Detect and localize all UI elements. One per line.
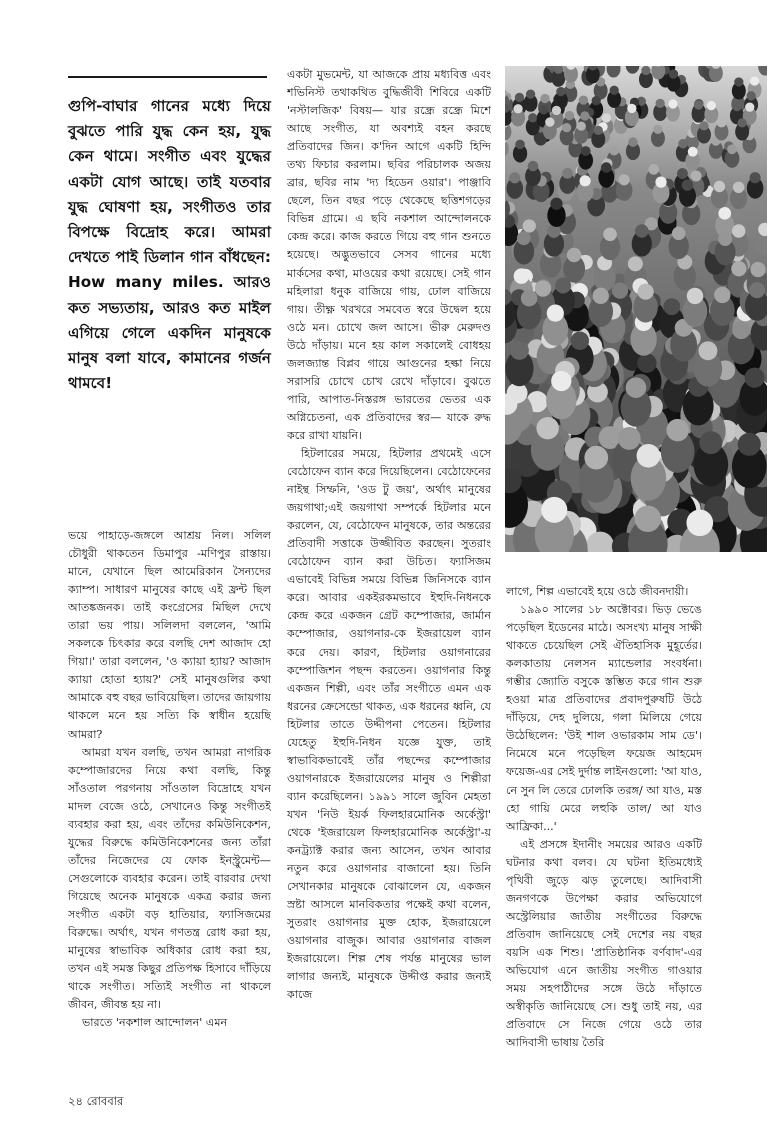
crowd-photo — [505, 66, 767, 552]
paragraph: ভয়ে পাহাড়ে-জঙ্গলে আশ্রয় নিল। সলিল চৌধুরী থাকতেন ডিমাপুর -মণিপুর রাস্তায়। মানে, যেখানে ছিল আমেরিকান সৈন্যদের ক্যাম্প। সাধারণ মানুষের কাছে এই ফ্রন্ট ছিল আতঙ্কজনক। তাই কংগ্রেসের মিছিল দেখে তারা ভয় পায়। সলিলদা বললেন, 'আমি সকলকে চিৎকার করে বলছি দেশ আজাদ হো গিয়া।' তারা বললেন, 'ও ক্যায়া হ্যায়? আজাদ ক্যায়া হোতা হ্যায়?' সেই মানুষগুলির কথা আমাকে বহু বছর ভাবিয়েছিল। তাদের জায়গায় থাকলে মনে হয় সত্যি কি স্বাধীন হয়েছি আমরা? — [68, 529, 271, 741]
paragraph: ১৯৯০ সালের ১৮ অক্টোবর। ভিড় ভেঙে পড়েছিল ইডেনের মাঠে। অসংখ্য মানুষ সাক্ষী থাকতে চেয়েছিল সেই ঐতিহাসিক মুহূর্তের। কলকাতায় নেলসন ম্যান্ডেলার সংবর্ধনা। গম্ভীর জ্যোতি বসুকে স্তম্ভিত করে গান শুরু হওয়া মাত্র প্রতিবাদের প্রবাদপুরুষটি উঠে দাঁড়িয়ে, দেহ দুলিয়ে, গলা মিলিয়ে গেয়ে উঠেছিলেন: 'উই শাল ওভারকাম সাম ডে'। নিমেষে মনে পড়েছিল ফয়েজ আহমেদ ফয়েজ-এর সেই দুর্দান্ত লাইনগুলো: 'আ যাও, নে সুন লি তেরে ঢোলকি তরঙ্গ/ আ যাও, মস্ত হো গায়ি মেরে লহুকি তাল/ আ যাও আফ্রিকা...' — [506, 603, 702, 833]
paragraph: আমরা যখন বলছি, তখন আমরা নাগরিক কম্পোজারদের নিয়ে কথা বলছি, কিন্তু সাঁওতাল পরগনায় সাঁওতাল বিদ্রোহে যখন মাদল বেজে ওঠে, সেখানেও কিন্তু সংগীতই ব্যবহার করা হয়, এবং তাঁদের কমিউনিকেশন, যুদ্ধের বিরুদ্ধে কমিউনিকেশনের জন্য তাঁরা তাঁদের নিজেদের যে ফোক ইনস্ট্রুমেন্ট— সেগুলোকে ব্যবহার করেন। তাই বারবার দেখা গিয়েছে অনেক মানুষকে একত্র করার জন্য সংগীত একটা বড় হাতিয়ার, ফ্যাসিজমের বিরুদ্ধে। অর্থাৎ, যখন গণতন্ত্র রোধ করা হয়, মানুষের স্বাভাবিক অধিকার রোধ করা হয়, তখন এই সমস্ত কিছুর প্রতিপক্ষ হিসাবে দাঁড়িয়ে থাকে সংগীত। সত্যিই সংগীত না থাকলে জীবন, জীবন্ত হয় না। — [68, 745, 271, 1012]
article-column-3 — [506, 583, 702, 1058]
pull-quote-rule — [68, 76, 267, 78]
page-folio: ২৪ রোববার — [68, 1094, 124, 1108]
paragraph: একটা মুভমেন্ট, যা আজকে প্রায় মধ্যবিত্ত এবং শভিনিস্ট তথাকথিত বুদ্ধিজীবী শিবিরে একটি 'নস্টালজিক' বিষয়— যার রন্ধ্রে রন্ধ্রে মিশে আছে সংগীত, যা অবশ্যই বহন করছে প্রতিবাদের জিন। ক'দিন আগে একটি হিন্দি তথ্য ফিচার করলাম। ছবির পরিচালক অজয় ব্রার, ছবির নাম 'দ্য হিডেন ওয়ার'। পাঞ্জাবি ছেলে, তিন বছর পড়ে থেকেছে ছত্তিশগড়ের বিভিন্ন গ্রামে। এ ছবি নকশাল আন্দোলনকে কেন্দ্র করে। কাজ করতে গিয়ে বহু গান শুনতে হয়েছে। অদ্ভুতভাবে সেসব গানের মধ্যে মার্কসের কথা, মাওয়ের কথা রয়েছে। সেই গান মহিলারা ধনুক বাজিয়ে গায়, ঢোল বাজিয়ে গায়। তীক্ষ্ণ খরখরে সমবেত স্বরে উদ্বেল হয়ে ওঠে মন। চোখে জল আসে। ভীরু মেরুদণ্ড উঠে দাঁড়ায়। মনে হয় কাল সকালেই বোধহয় জলজ্যান্ত বিপ্লব গায়ে আগুনের হল্কা নিয়ে সরাসরি চোখে চোখ রেখে দাঁড়াবে। বুঝতে পারি, আপাত-নিস্তরঙ্গ ভারতের ভেতর এক অগ্নিচেতনা, এক প্রতিবাদের স্বর— যাকে রুদ্ধ করে রাখা যায়নি। — [287, 68, 491, 442]
paragraph: ভারতে 'নকশাল আন্দোলন' এমন — [82, 1016, 228, 1030]
paragraph: এই প্রসঙ্গে ইদানীং সময়ের আরও একটি ঘটনার কথা বলব। যে ঘটনা ইতিমধ্যেই পৃথিবী জুড়ে ঝড় তুলেছে। আদিবাসী জনগণকে উপেক্ষা করার অভিযোগে অস্ট্রেলিয়ার জাতীয় সংগীতের বিরুদ্ধে প্রতিবাদ জানিয়েছে সেই দেশের নয় বছর বয়সি এক শিশু। 'প্রাতিষ্ঠানিক বর্ণবাদ'-এর অভিযোগ এনে জাতীয় সংগীত গাওয়ার সময় সহপাঠীদের সঙ্গে উঠে দাঁড়াতে অস্বীকৃতি জানিয়েছে সে। শুধু তাই নয়, এর প্রতিবাদে সে নিজে গেয়ে ওঠে তার আদিবাসী ভাষায় তৈরি — [506, 837, 702, 1050]
pull-quote: গুপি-বাঘার গানের মধ্যে দিয়ে বুঝতে পারি যুদ্ধ কেন হয়, যুদ্ধ কেন থামে। সংগীত এবং যুদ্ধের একটা যোগ আছে। তাই যতবার যুদ্ধ ঘোষণা হয়, সংগীতও তার বিপক্ষে বিদ্রোহ করে। আমরা দেখতে পাই ডিলান গান বাঁধছেন: How many miles. আরও কত সভ্যতায়, আরও কত মাইল এগিয়ে গেলে একদিন মানুষকে মানুষ বলা যাবে, কামানের গর্জন থামবে! — [68, 97, 271, 393]
article-column-1 — [68, 527, 271, 1055]
paragraph: লাগে, শিল্প এভাবেই হয়ে ওঠে জীবনদায়ী। — [506, 585, 689, 598]
paragraph: হিটলারের সময়ে, হিটলার প্রথমেই এসে বেঠোফেন ব্যান করে দিয়েছিলেন। বেঠোফেনের নাইন্থ সিম্ফনি, 'ওড টু জয়', অর্থাৎ মানুষের জয়গাথা;এই জয়গাথা সম্পর্কে হিটলার মনে করলেন, যে, বেঠোফেন মানুষকে, তার অন্তরের প্রতিবাদী সত্তাকে উজ্জীবিত করছেন। সুতরাং বেঠোফেন ব্যান করা উচিত। ফ্যাসিজম এভাবেই বিভিন্ন সময়ে বিভিন্ন জিনিসকে ব্যান করে। আবার একইরকমভাবে ইহুদি-নিধনকে কেন্দ্র করে একজন গ্রেট কম্পোজার, জার্মান কম্পোজার, ওয়াগনার-কে ইজরায়েল ব্যান করে দেয়। কারণ, হিটলার ওয়াগনারের কম্পোজিশন পছন্দ করতেন। ওয়াগনার কিন্তু একজন শিল্পী, এবং তাঁর সংগীতে এমন এক ধরনের ক্রেসেন্ডো থাকত, এক ধরনের ধ্বনি, যে হিটলার তাতে উদ্দীপনা পেতেন। হিটলার যেহেতু ইহুদি-নিধন যজ্ঞে যুক্ত, তাই স্বাভাবিকভাবেই তাঁর পছন্দের কম্পোজার ওয়াগনারকে ইজরায়েলের মানুষ ও শিল্পীরা ব্যান করেছিলেন। ১৯৯১ সালে জুবিন মেহতা যখন 'নিউ ইয়র্ক ফিলহারমোনিক অর্কেস্ট্রা' থেকে 'ইজরায়েল ফিলহারমোনিক অর্কেস্ট্রা'-য় কনট্র্যাক্ট করার জন্য আসেন, তখন আবার নতুন করে ওয়াগনার বাজানো হয়। তিনি সেখানকার মানুষকে বোঝালেন যে, একজন স্রষ্টা আসলে মানবিকতার পক্ষেই কথা বলেন, সুতরাং ওয়াগনার মুক্ত হোক, ইজরায়েলে ওয়াগনার বাজুক। আবার ওয়াগনার বাজল ইজরায়েলে। শিল্প শেষ পর্যন্ত মানুষের ভাল লাগার জন্যই, মানুষকে উদ্দীপ্ত করার জন্যই কাজে — [287, 446, 491, 1002]
article-column-2 — [287, 66, 491, 1060]
